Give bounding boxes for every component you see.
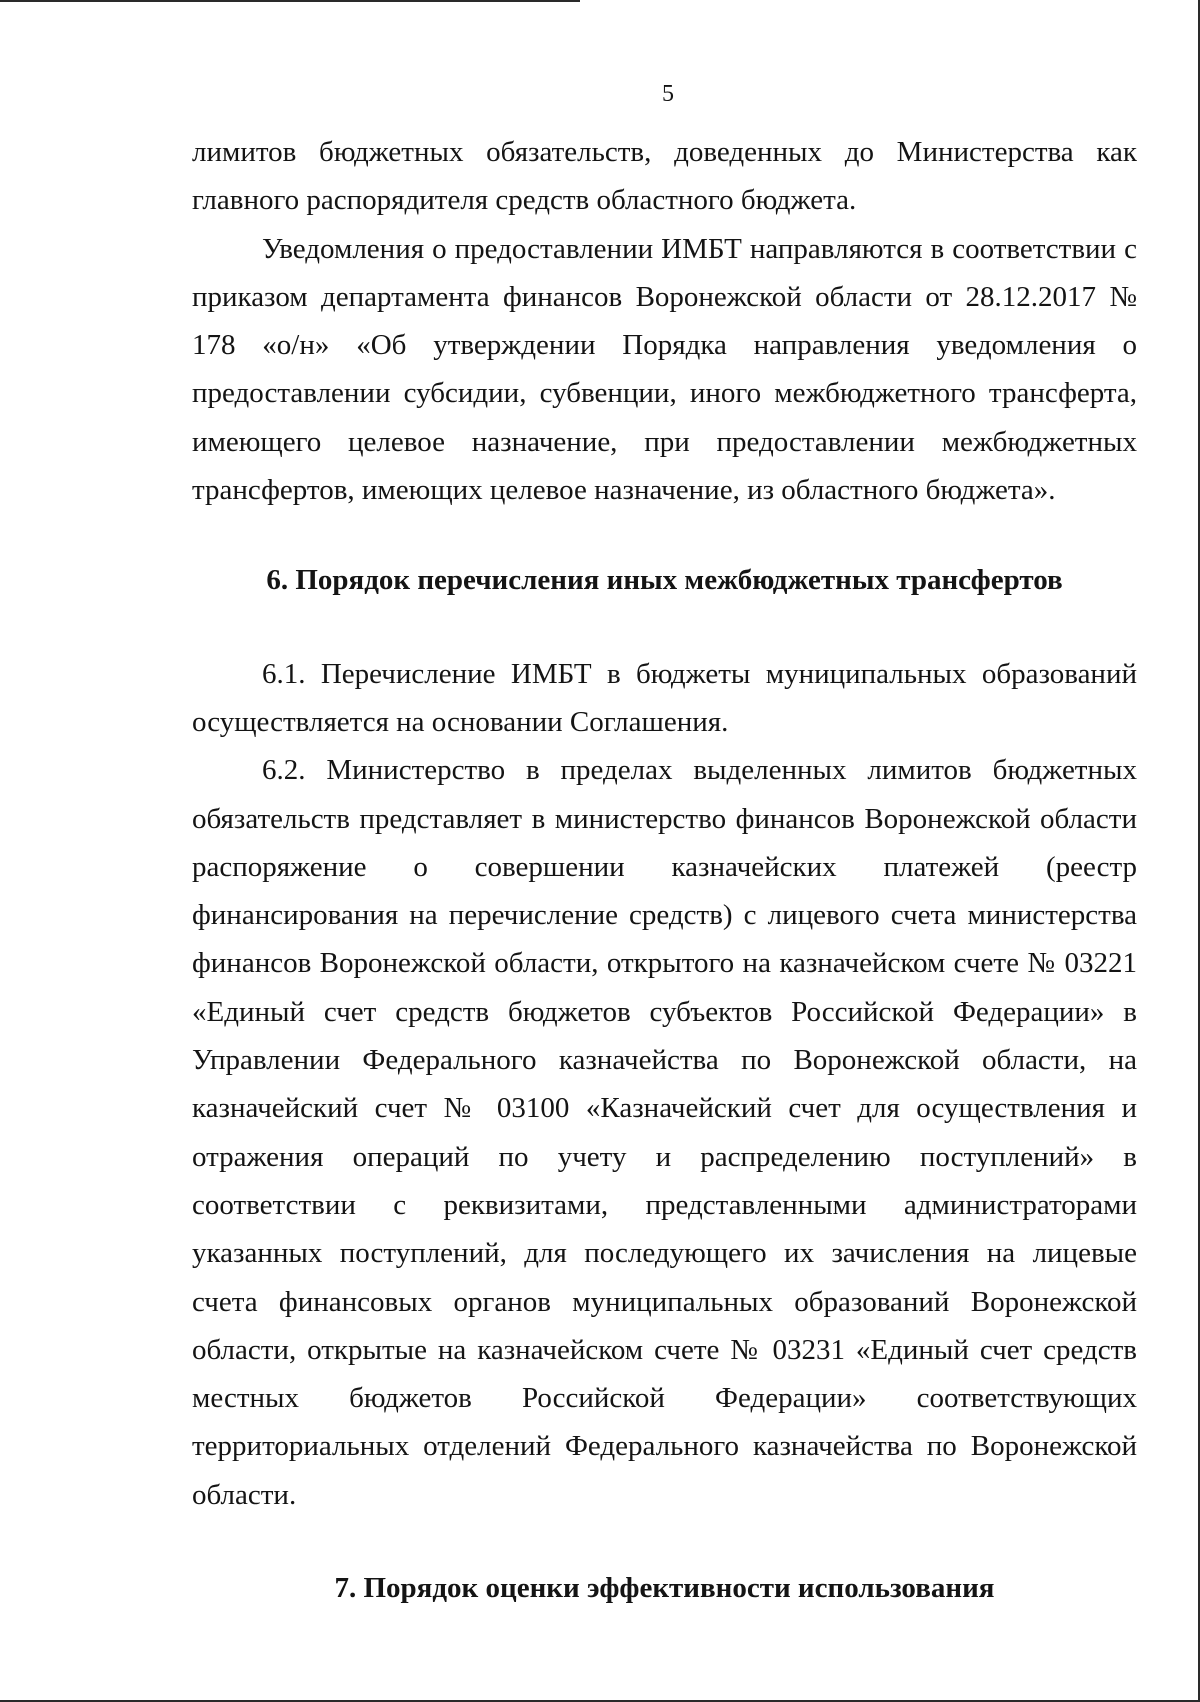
spacer	[192, 1519, 1137, 1564]
paragraph-6-1: 6.1. Перечисление ИМБТ в бюджеты муниципальных образований осуществляется на основании Соглашения.	[192, 657, 1137, 738]
spacer	[192, 605, 1137, 650]
page-number: 5	[662, 81, 674, 107]
scan-border-top	[0, 0, 580, 2]
paragraph-notifications: Уведомления о предоставлении ИМБТ направляются в соответствии с приказом департамента финансов Воронежской области от 28.12.2017 № 178 «о/н» «Об утверждении Порядка направления уведомления о предоставлении субсидии, субвенции, иного межбюджетного трансферта, имеющего целевое назначение, при предоставлении межбюджетных трансфертов, имеющих целевое назначение, из областного бюджета».	[192, 232, 1137, 507]
document-body	[192, 128, 1137, 1612]
paragraph-continuation: лимитов бюджетных обязательств, доведенных до Министерства как главного распорядителя средств областного бюджета.	[192, 136, 1137, 217]
paragraph-6-2: 6.2. Министерство в пределах выделенных лимитов бюджетных обязательств представляет в министерство финансов Воронежской области распоряжение о совершении казначейских платежей (реестр финансирования на перечисление средств) с лицевого счета министерства финансов Воронежской области, открытого на казначейском счете № 03221 «Единый счет средств бюджетов субъектов Российской Федерации» в Управлении Федерального казначейства по Воронежской области, на казначейский счет № 03100 «Казначейский счет для осуществления и отражения операций по учету и распределению поступлений» в соответствии с реквизитами, представленными администраторами указанных поступлений, для последующего их зачисления на лицевые счета финансовых органов муниципальных образований Воронежской области, открытые на казначейском счете № 03231 «Единый счет средств местных бюджетов Российской Федерации» соответствующих территориальных отделений Федерального казначейства по Воронежской области.	[192, 754, 1137, 1511]
section-7-heading: 7. Порядок оценки эффективности использования	[334, 1572, 995, 1605]
section-6-heading: 6. Порядок перечисления иных межбюджетных трансфертов	[266, 564, 1063, 597]
spacer	[192, 514, 1137, 556]
